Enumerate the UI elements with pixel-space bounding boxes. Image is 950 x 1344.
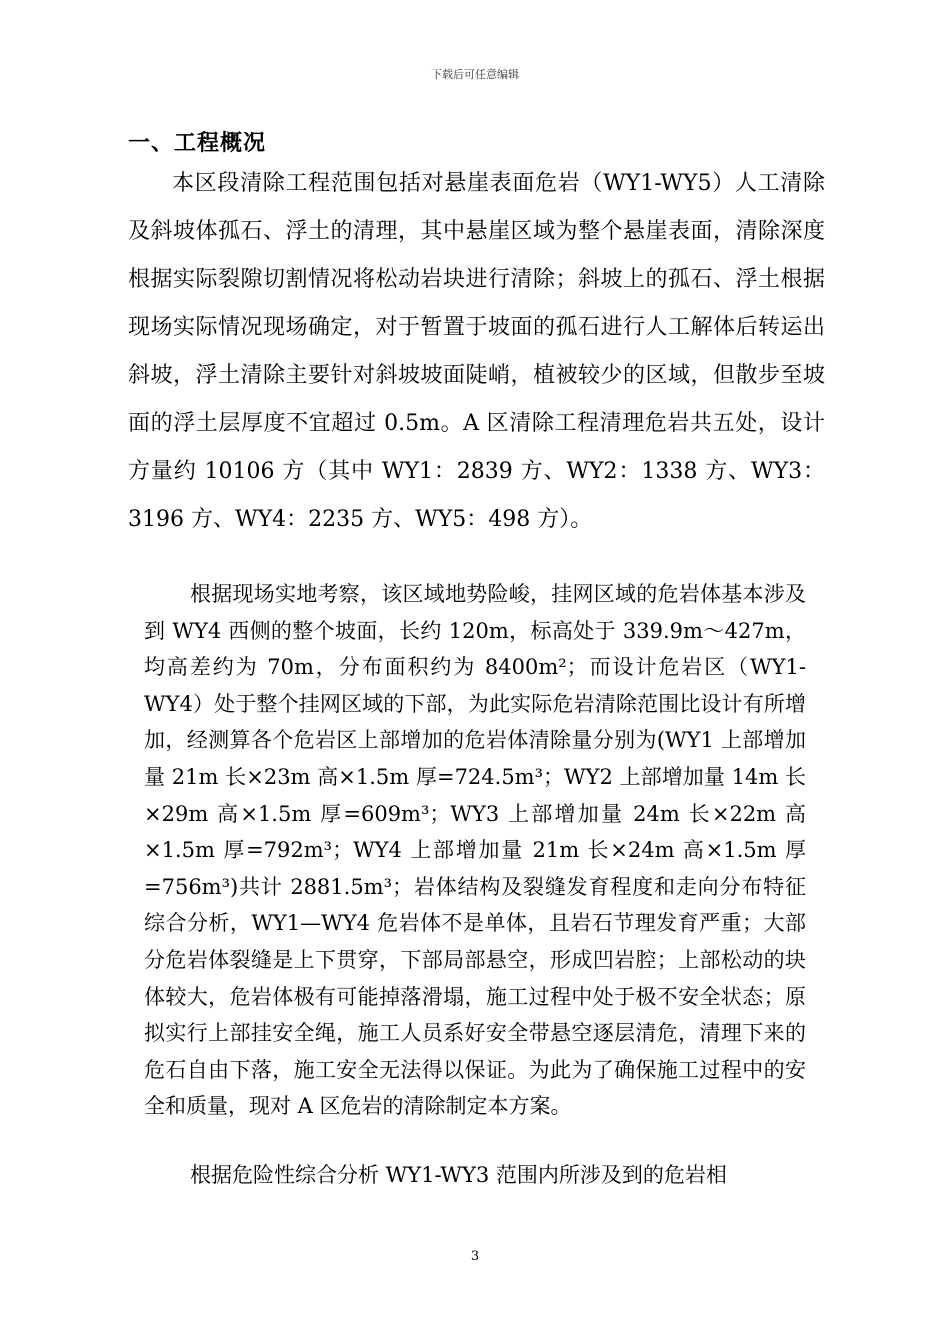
page-number: 3 [470,1249,480,1264]
paragraph-site-survey: 根据现场实地考察，该区域地势险峻，挂网区域的危岩体基本涉及到 WY4 西侧的整个坡面，长约 120m，标高处于 339.9m～427m，均高差约为 70m，分布面积约为 8400m²；而设计危岩区（WY1-WY4）处于整个挂网区域的下部，为此实际危岩清除范围比设计有所增加，经测算各个危岩区上部增加的危岩体清除量分别为(WY1 上部增加量 21m 长×23m 高×1.5m 厚=724.5m³；WY2 上部增加量 14m 长×29m 高×1.5m 厚=609m³；WY3 上部增加量 24m 长×22m 高×1.5m 厚=792m³；WY4 上部增加量 21m 长×24m 高×1.5m 厚=756m³)共计 2881.5m³；岩体结构及裂缝发育程度和走向分布特征综合分析，WY1—WY4 危岩体不是单体，且岩石节理发育严重；大部分危岩体裂缝是上下贯穿，下部局部悬空，形成凹岩腔；上部松动的块体较大，危岩体极有可能掉落滑塌，施工过程中处于极不安全状态；原拟实行上部挂安全绳，施工人员系好安全带悬空逐层清危，清理下来的危石自由下落，施工安全无法得以保证。为此为了确保施工过程中的安全和质量，现对 A 区危岩的清除制定本方案。 [144,582,806,1119]
section-title: 一、工程概况 [128,131,267,156]
paragraph-overview: 本区段清除工程范围包括对悬崖表面危岩（WY1-WY5）人工清除及斜坡体孤石、浮土的清理，其中悬崖区域为整个悬崖表面，清除深度根据实际裂隙切割情况将松动岩块进行清除；斜坡上的孤石、浮土根据现场实际情况现场确定，对于暂置于坡面的孤石进行人工解体后转运出斜坡，浮土清除主要针对斜坡坡面陡峭，植被较少的区域，但散步至坡面的浮土层厚度不宜超过 0.5m。A 区清除工程清理危岩共五处，设计方量约 10106 方（其中 WY1：2839 方、WY2：1338 方、WY3：3196 方、WY4：2235 方、WY5：498 方）。 [128,171,825,532]
paragraph-risk-analysis: 根据危险性综合分析 WY1-WY3 范围内所涉及到的危岩相 [190,1163,727,1187]
page-header-note: 下载后可任意编辑 [431,68,519,81]
